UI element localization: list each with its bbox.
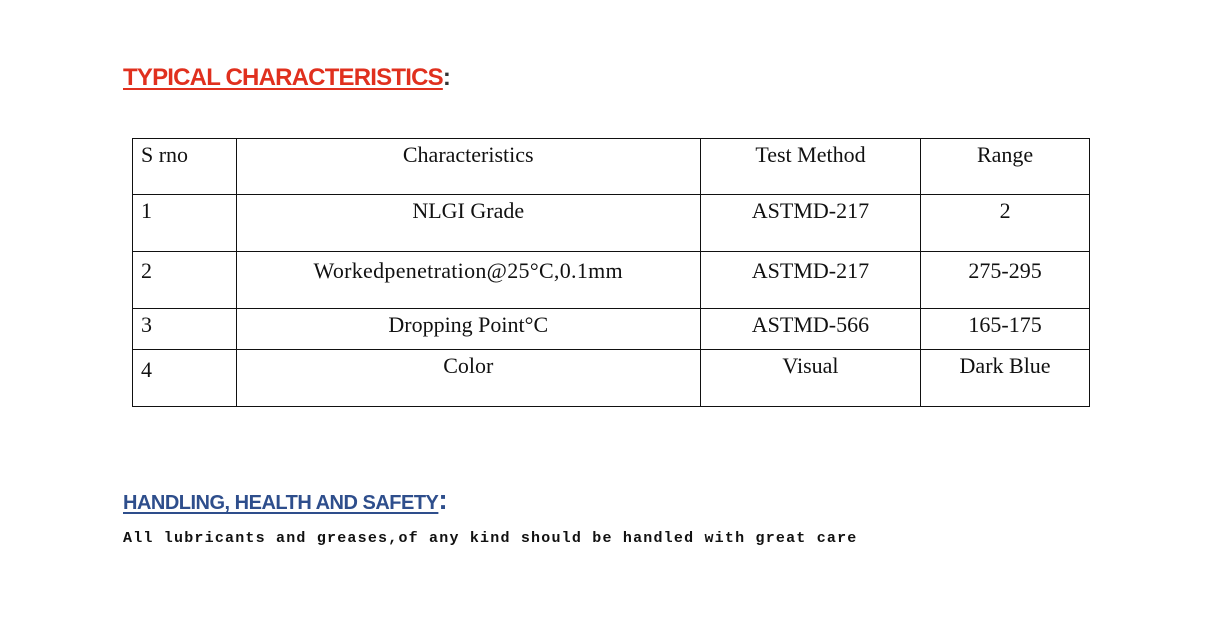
handling-paragraph: All lubricants and greases,of any kind should be handled with great care	[123, 530, 858, 547]
header-srno: S rno	[133, 139, 237, 195]
cell-characteristic: Color	[236, 350, 700, 407]
cell-range: 275-295	[921, 252, 1090, 309]
cell-characteristic: NLGI Grade	[236, 195, 700, 252]
table-row	[133, 309, 1090, 350]
header-test-method: Test Method	[700, 139, 920, 195]
header-characteristics: Characteristics	[236, 139, 700, 195]
cell-srno: 4	[133, 350, 237, 407]
cell-srno: 2	[133, 252, 237, 309]
characteristics-table	[132, 138, 1090, 407]
cell-srno: 3	[133, 309, 237, 350]
typical-characteristics-heading	[123, 64, 450, 92]
cell-test-method: ASTMD-217	[700, 252, 920, 309]
heading-colon: :	[438, 484, 448, 515]
handling-health-safety-title: HANDLING, HEALTH AND SAFETY	[123, 492, 439, 514]
cell-test-method: Visual	[700, 350, 920, 407]
table-header-row	[133, 139, 1090, 195]
table-row	[133, 350, 1090, 407]
cell-range: 165-175	[921, 309, 1090, 350]
cell-test-method: ASTMD-217	[700, 195, 920, 252]
handling-health-safety-heading	[123, 484, 447, 516]
cell-characteristic: Workedpenetration@25°C,0.1mm	[236, 252, 700, 309]
heading-colon: :	[442, 64, 451, 91]
table-row	[133, 195, 1090, 252]
cell-srno: 1	[133, 195, 237, 252]
cell-range: Dark Blue	[921, 350, 1090, 407]
cell-test-method: ASTMD-566	[700, 309, 920, 350]
header-range: Range	[921, 139, 1090, 195]
cell-characteristic: Dropping Point°C	[236, 309, 700, 350]
typical-characteristics-title: TYPICAL CHARACTERISTICS	[123, 64, 443, 91]
cell-range: 2	[921, 195, 1090, 252]
table-row	[133, 252, 1090, 309]
